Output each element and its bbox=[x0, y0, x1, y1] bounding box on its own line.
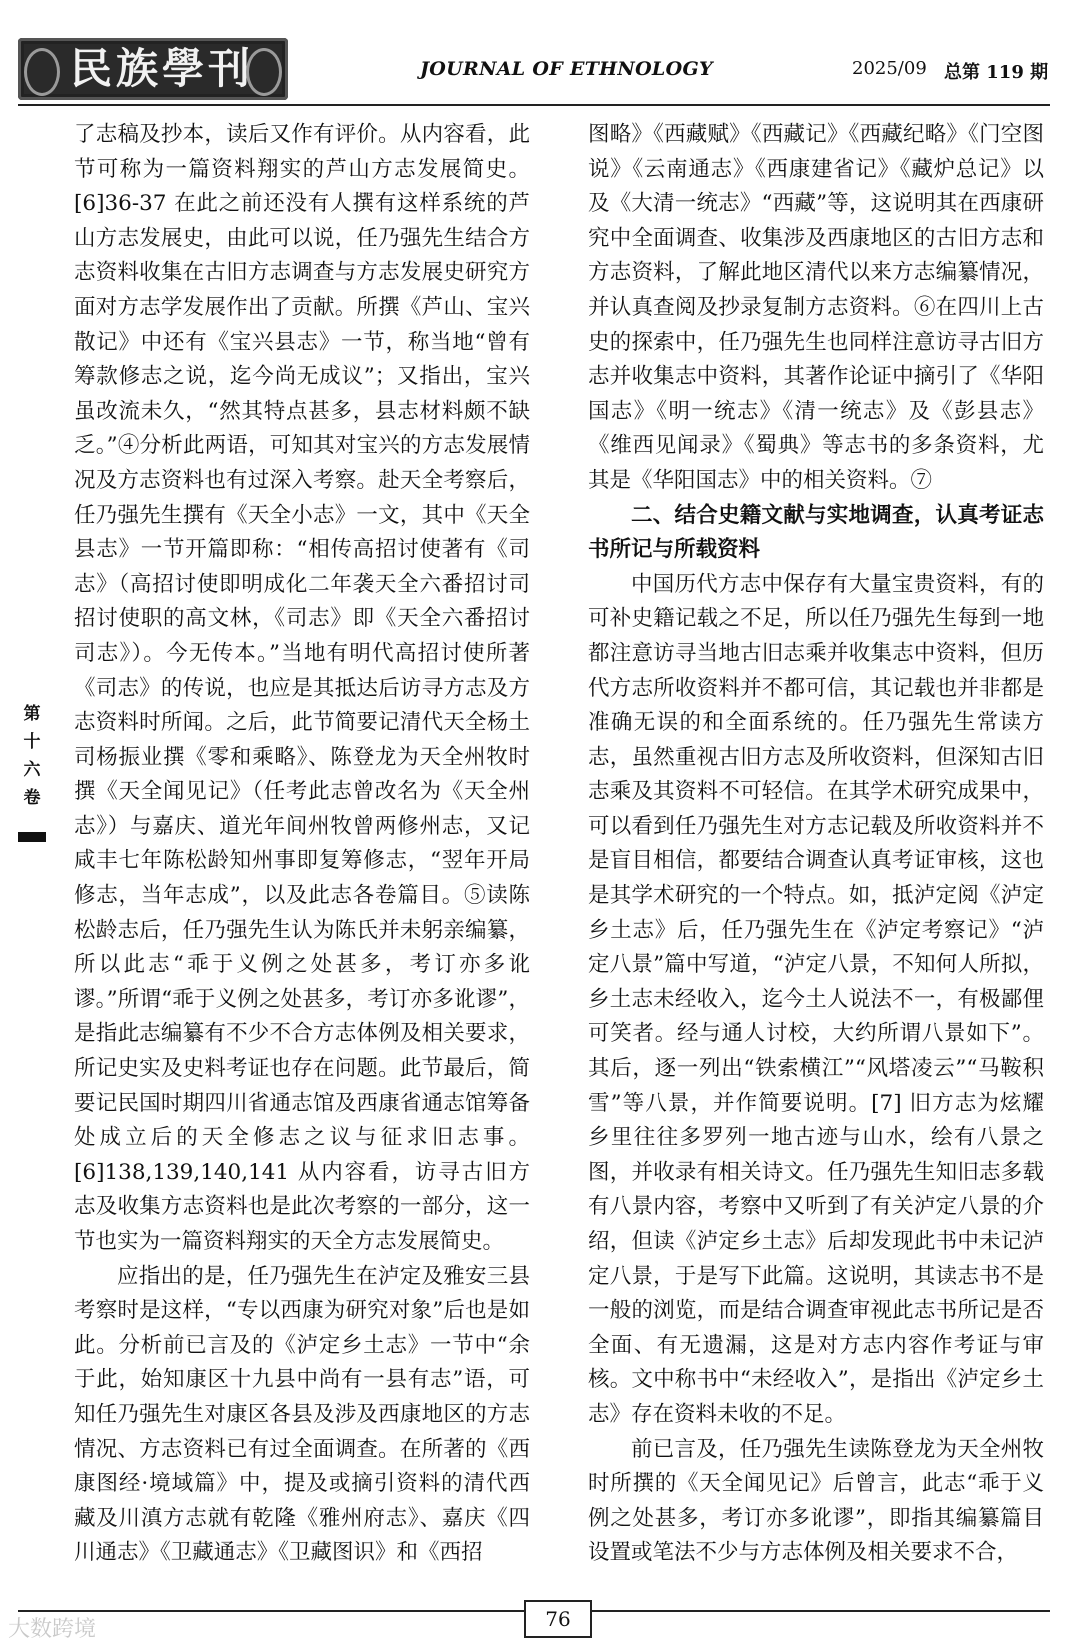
volume-marker-bar bbox=[18, 832, 46, 842]
paragraph: 前已言及，任乃强先生读陈登龙为天全州牧时所撰的《天全闻见记》后曾言，此志“乖于义例之处甚多，考订亦多讹谬”，即指其编纂篇目设置或笔法不少与方志体例及相关要求不合， bbox=[588, 1436, 1044, 1566]
journal-english-name: JOURNAL OF ETHNOLOGY bbox=[420, 58, 713, 80]
volume-char: 十 bbox=[23, 732, 41, 752]
paragraph: 图略》《西藏赋》《西藏记》《西藏纪略》《门空图说》《云南通志》《西康建省记》《藏炉总记》以及《大清一统志》“西藏”等，这说明其在西康研究中全面调查、收集涉及西康地区的古旧方志和方志资料，了解此地区清代以来方志编纂情况，并认真查阅及抄录复制方志资料。⑥在四川上古史的探索中，任乃强先生也同样注意访寻古旧方志并收集志中资料，其著作论证中摘引了《华阳国志》《明一统志》《清一统志》及《彭县志》《维西见闻录》《蜀典》等志书的多条资料，尤其是《华阳国志》中的相关资料。⑦ bbox=[588, 122, 1044, 493]
journal-logo bbox=[18, 38, 288, 100]
watermark: 大数跨境 bbox=[8, 1617, 97, 1642]
right-column bbox=[588, 118, 1044, 1571]
section-heading: 二、结合史籍文献与实地调查，认真考证志书所记与所载资料 bbox=[588, 502, 1044, 563]
volume-char: 卷 bbox=[23, 788, 41, 808]
journal-logo-text: 民族學刊 bbox=[70, 44, 255, 93]
volume-char: 六 bbox=[23, 760, 41, 780]
volume-marker bbox=[18, 700, 46, 812]
page-header bbox=[0, 0, 1080, 112]
volume-char: 第 bbox=[23, 704, 41, 724]
left-column bbox=[74, 118, 530, 1571]
paragraph: 应指出的是，任乃强先生在泸定及雅安三县考察时是这样，“专以西康为研究对象”后也是如此。分析前已言及的《泸定乡土志》一节中“余于此，始知康区十九县中尚有一县有志”语，可知任乃强先生对康区各县及涉及西康地区的方志情况、方志资料已有过全面调查。在所著的《西康图经·境域篇》中，提及或摘引资料的清代西藏及川滇方志就有乾隆《雅州府志》、嘉庆《四川通志》《卫藏通志》《卫藏图识》和《西招 bbox=[74, 1263, 530, 1566]
issue-total: 总第 119 期 bbox=[944, 62, 1049, 83]
paragraph: 了志稿及抄本，读后又作有评价。从内容看，此节可称为一篇资料翔实的芦山方志发展简史。[6]36-37 在此之前还没有人撰有这样系统的芦山方志发展史，由此可以说，任乃强先生结合方志资料收集在古旧方志调查与方志发展史研究方面对方志学发展作出了贡献。所撰《芦山、宝兴散记》中还有《宝兴县志》一节，称当地“曾有筹款修志之说，迄今尚无成议”；又指出，宝兴虽改流未久，“然其特点甚多，县志材料颇不缺乏。”④分析此两语，可知其对宝兴的方志发展情况及方志资料也有过深入考察。赴天全考察后，任乃强先生撰有《天全小志》一文，其中《天全县志》一节开篇即称：“相传高招讨使著有《司志》（高招讨使即明成化二年袭天全六番招讨司招讨使职的高文林，《司志》即《天全六番招讨司志》）。今无传本。”当地有明代高招讨使所著《司志》的传说，也应是其抵达后访寻方志及方志资料时所闻。之后，此节简要记清代天全杨土司杨振业撰《零和乘略》、陈登龙为天全州牧时撰《天全闻见记》（任考此志曾改名为《天全州志》）与嘉庆、道光年间州牧曾两修州志，又记咸丰七年陈松龄知州事即复筹修志，“翌年开局修志，当年志成”，以及此志各卷篇目。⑤读陈松龄志后，任乃强先生认为陈氏并未躬亲编纂，所以此志“乖于义例之处甚多，考订亦多讹谬。”所谓“乖于义例之处甚多，考订亦多讹谬”，是指此志编纂有不少不合方志体例及相关要求，所记史实及史料考证也存在问题。此节最后，简要记民国时期四川省通志馆及西康省通志馆筹备处成立后的天全修志之议与征求旧志事。[6]138,139,140,141 从内容看，访寻古旧方志及收集方志资料也是此次考察的一部分，这一节也实为一篇资料翔实的天全方志发展简史。 bbox=[74, 122, 530, 1254]
header-divider bbox=[18, 104, 1050, 106]
page-number: 76 bbox=[524, 1600, 592, 1638]
issue-date: 2025/09 bbox=[852, 58, 927, 79]
paragraph: 中国历代方志中保存有大量宝贵资料，有的可补史籍记载之不足，所以任乃强先生每到一地都注意访寻当地古旧志乘并收集志中资料，但历代方志所收资料并不都可信，其记载也并非都是准确无误的和全面系统的。任乃强先生常读方志，虽然重视古旧方志及所收资料，但深知古旧志乘及其资料不可轻信。在其学术研究成果中，可以看到任乃强先生对方志记载及所收资料并不是盲目相信，都要结合调查认真考证审核，这也是其学术研究的一个特点。如，抵泸定阅《泸定乡土志》后，任乃强先生在《泸定考察记》“泸定八景”篇中写道，“泸定八景，不知何人所拟，乡土志未经收入，迄今土人说法不一，有极鄙俚可笑者。经与通人讨校，大约所谓八景如下”。其后，逐一列出“铁索横江”“风塔凌云”“马鞍积雪”等八景，并作简要说明。[7] 旧方志为炫耀乡里往往多罗列一地古迹与山水，绘有八景之图，并收录有相关诗文。任乃强先生知旧志多载有八景内容，考察中又听到了有关泸定八景的介绍，但读《泸定乡土志》后却发现此书中未记泸定八景，于是写下此篇。这说明，其读志书不是一般的浏览，而是结合调查审视此志书所记是否全面、有无遗漏，这是对方志内容作考证与审核。文中称书中“未经收入”，是指出《泸定乡土志》存在资料未收的不足。 bbox=[588, 571, 1044, 1427]
